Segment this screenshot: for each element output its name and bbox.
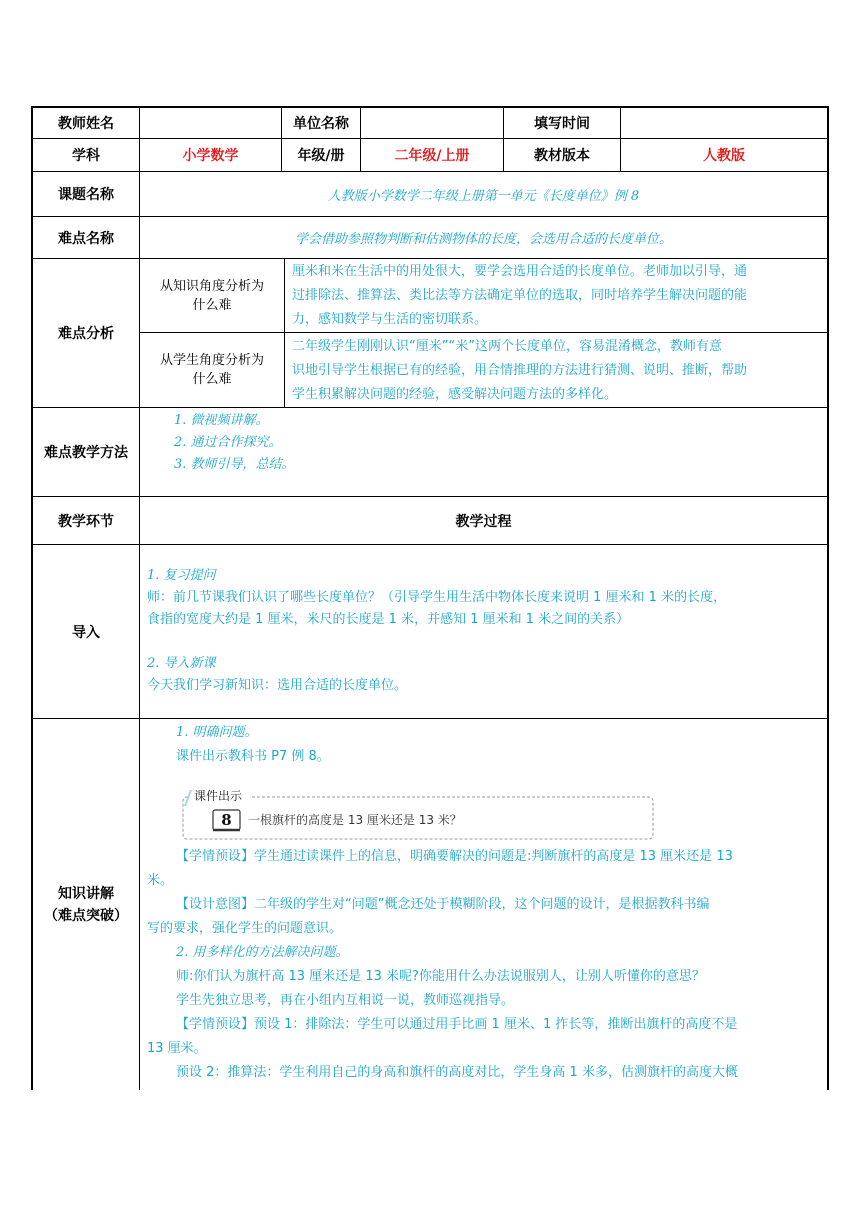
teacher-name-value[interactable]	[140, 108, 281, 138]
text-line: 识地引导学生根据已有的经验，用合情推理的方法进行猜测、说明、推断，帮助	[292, 363, 748, 378]
table-border-right	[827, 106, 829, 1090]
list-item: 3. 教师引导，总结。	[174, 457, 295, 472]
row-divider	[31, 718, 829, 719]
grade-value: 二年级/上册	[394, 148, 470, 164]
student-angle-label-line: 什么难	[192, 372, 232, 387]
text-line: 师:你们认为旗杆高 13 厘米还是 13 米呢?你能用什么办法说服别人，让别人听懂你的意思？	[176, 969, 705, 984]
text-line: 1. 明确问题。	[176, 725, 258, 740]
subject-value: 小学数学	[182, 148, 239, 164]
knowledge-angle-label-line: 从知识角度分析为	[159, 278, 264, 294]
knowledge-label	[33, 719, 139, 1090]
text-line: 课件出示教科书 P7 例 8。	[176, 749, 330, 764]
text-line: 写的要求，强化学生的问题意识。	[147, 921, 343, 936]
student-angle-label	[140, 333, 284, 407]
text-line	[147, 631, 726, 653]
teacher-name-label: 教师姓名	[58, 116, 114, 132]
fill-time-value[interactable]	[621, 108, 827, 138]
courseware-box	[180, 786, 656, 842]
text-line: 【设计意图】二年级的学生对“问题”概念还处于模糊阶段，这个问题的设计，是根据教科书编	[176, 897, 710, 912]
knowledge-label-line: 知识讲解	[58, 885, 114, 902]
list-item: 1. 微视频讲解。	[174, 413, 269, 428]
topic-label: 课题名称	[58, 187, 114, 203]
example-number-badge: 8	[221, 811, 232, 829]
edition-value: 人教版	[703, 148, 745, 164]
text-line: 2. 用多样化的方法解决问题。	[176, 945, 349, 960]
knowledge-angle-label-line: 什么难	[192, 297, 232, 313]
unit-name-label: 单位名称	[293, 116, 349, 132]
stage-header: 教学环节	[58, 513, 114, 530]
text-line: 今天我们学习新知识：选用合适的长度单位。	[147, 678, 408, 693]
text-line: 【学情预设】学生通过读课件上的信息，明确要解决的问题是:判断旗杆的高度是 13 厘米还是 13	[176, 849, 733, 864]
text-line: 预设 2：推算法：学生利用自己的身高和旗杆的高度对比，学生身高 1 米多，估测旗杆的高度大概	[176, 1065, 738, 1080]
row-divider	[31, 544, 829, 545]
unit-name-value[interactable]	[361, 108, 503, 138]
difficulty-value: 学会借助参照物判断和估测物体的长度，会选用合适的长度单位。	[294, 232, 672, 247]
courseware-tag: 课件出示	[194, 789, 243, 803]
process-header: 教学过程	[455, 513, 512, 530]
knowledge-angle-text	[292, 260, 747, 332]
student-angle-label-line: 从学生角度分析为	[159, 353, 264, 368]
student-angle-text	[292, 335, 747, 407]
knowledge-top-text	[176, 721, 330, 769]
knowledge-angle-label	[140, 259, 284, 332]
fill-time-label: 填写时间	[534, 116, 590, 132]
analysis-label: 难点分析	[58, 326, 114, 342]
text-line: 2. 导入新课	[147, 656, 216, 671]
col-divider	[284, 258, 285, 408]
edition-label: 教材版本	[534, 148, 590, 164]
list-item: 2. 通过合作探究。	[174, 435, 282, 450]
intro-label: 导入	[72, 624, 100, 641]
method-list	[174, 410, 295, 476]
text-line: 师：前几节课我们认识了哪些长度单位？（引导学生用生活中物体长度来说明 1 厘米和 1 米的长度，	[147, 590, 727, 605]
text-line: 米。	[147, 873, 174, 888]
knowledge-body-text	[147, 845, 738, 1085]
text-line: 学生先独立思考，再在小组内互相说一说，教师巡视指导。	[176, 993, 515, 1008]
difficulty-label: 难点名称	[58, 230, 114, 247]
text-line: 过排除法、推算法、类比法等方法确定单位的选取，同时培养学生解决问题的能	[292, 288, 748, 303]
text-line: 力，感知数学与生活的密切联系。	[292, 312, 488, 327]
row-divider	[31, 407, 829, 408]
text-line: 13 厘米。	[147, 1041, 207, 1056]
text-line: 1. 复习提问	[147, 568, 216, 583]
knowledge-label-line: （难点突破）	[44, 907, 128, 924]
text-line: 【学情预设】预设 1：排除法：学生可以通过用手比画 1 厘米、1 拃长等，推断出旗杆的高度不是	[176, 1017, 738, 1032]
intro-text	[147, 565, 726, 697]
text-line: 食指的宽度大约是 1 厘米，米尺的长度是 1 米，并感知 1 厘米和 1 米之间的关系）	[147, 612, 630, 627]
topic-value: 人教版小学数学二年级上册第一单元《长度单位》例 8	[327, 188, 640, 204]
text-line: 厘米和米在生活中的用处很大，要学会选用合适的长度单位。老师加以引导，通	[292, 264, 748, 279]
subject-label: 学科	[72, 148, 100, 164]
text-line: 学生积累解决问题的经验，感受解决问题方法的多样化。	[292, 387, 618, 402]
method-label: 难点教学方法	[44, 445, 128, 461]
grade-label: 年级/册	[297, 148, 345, 164]
courseware-question: 一根旗杆的高度是 13 厘米还是 13 米？	[248, 813, 462, 827]
text-line: 二年级学生刚刚认识“厘米”“米”这两个长度单位，容易混淆概念，教师有意	[292, 339, 722, 354]
